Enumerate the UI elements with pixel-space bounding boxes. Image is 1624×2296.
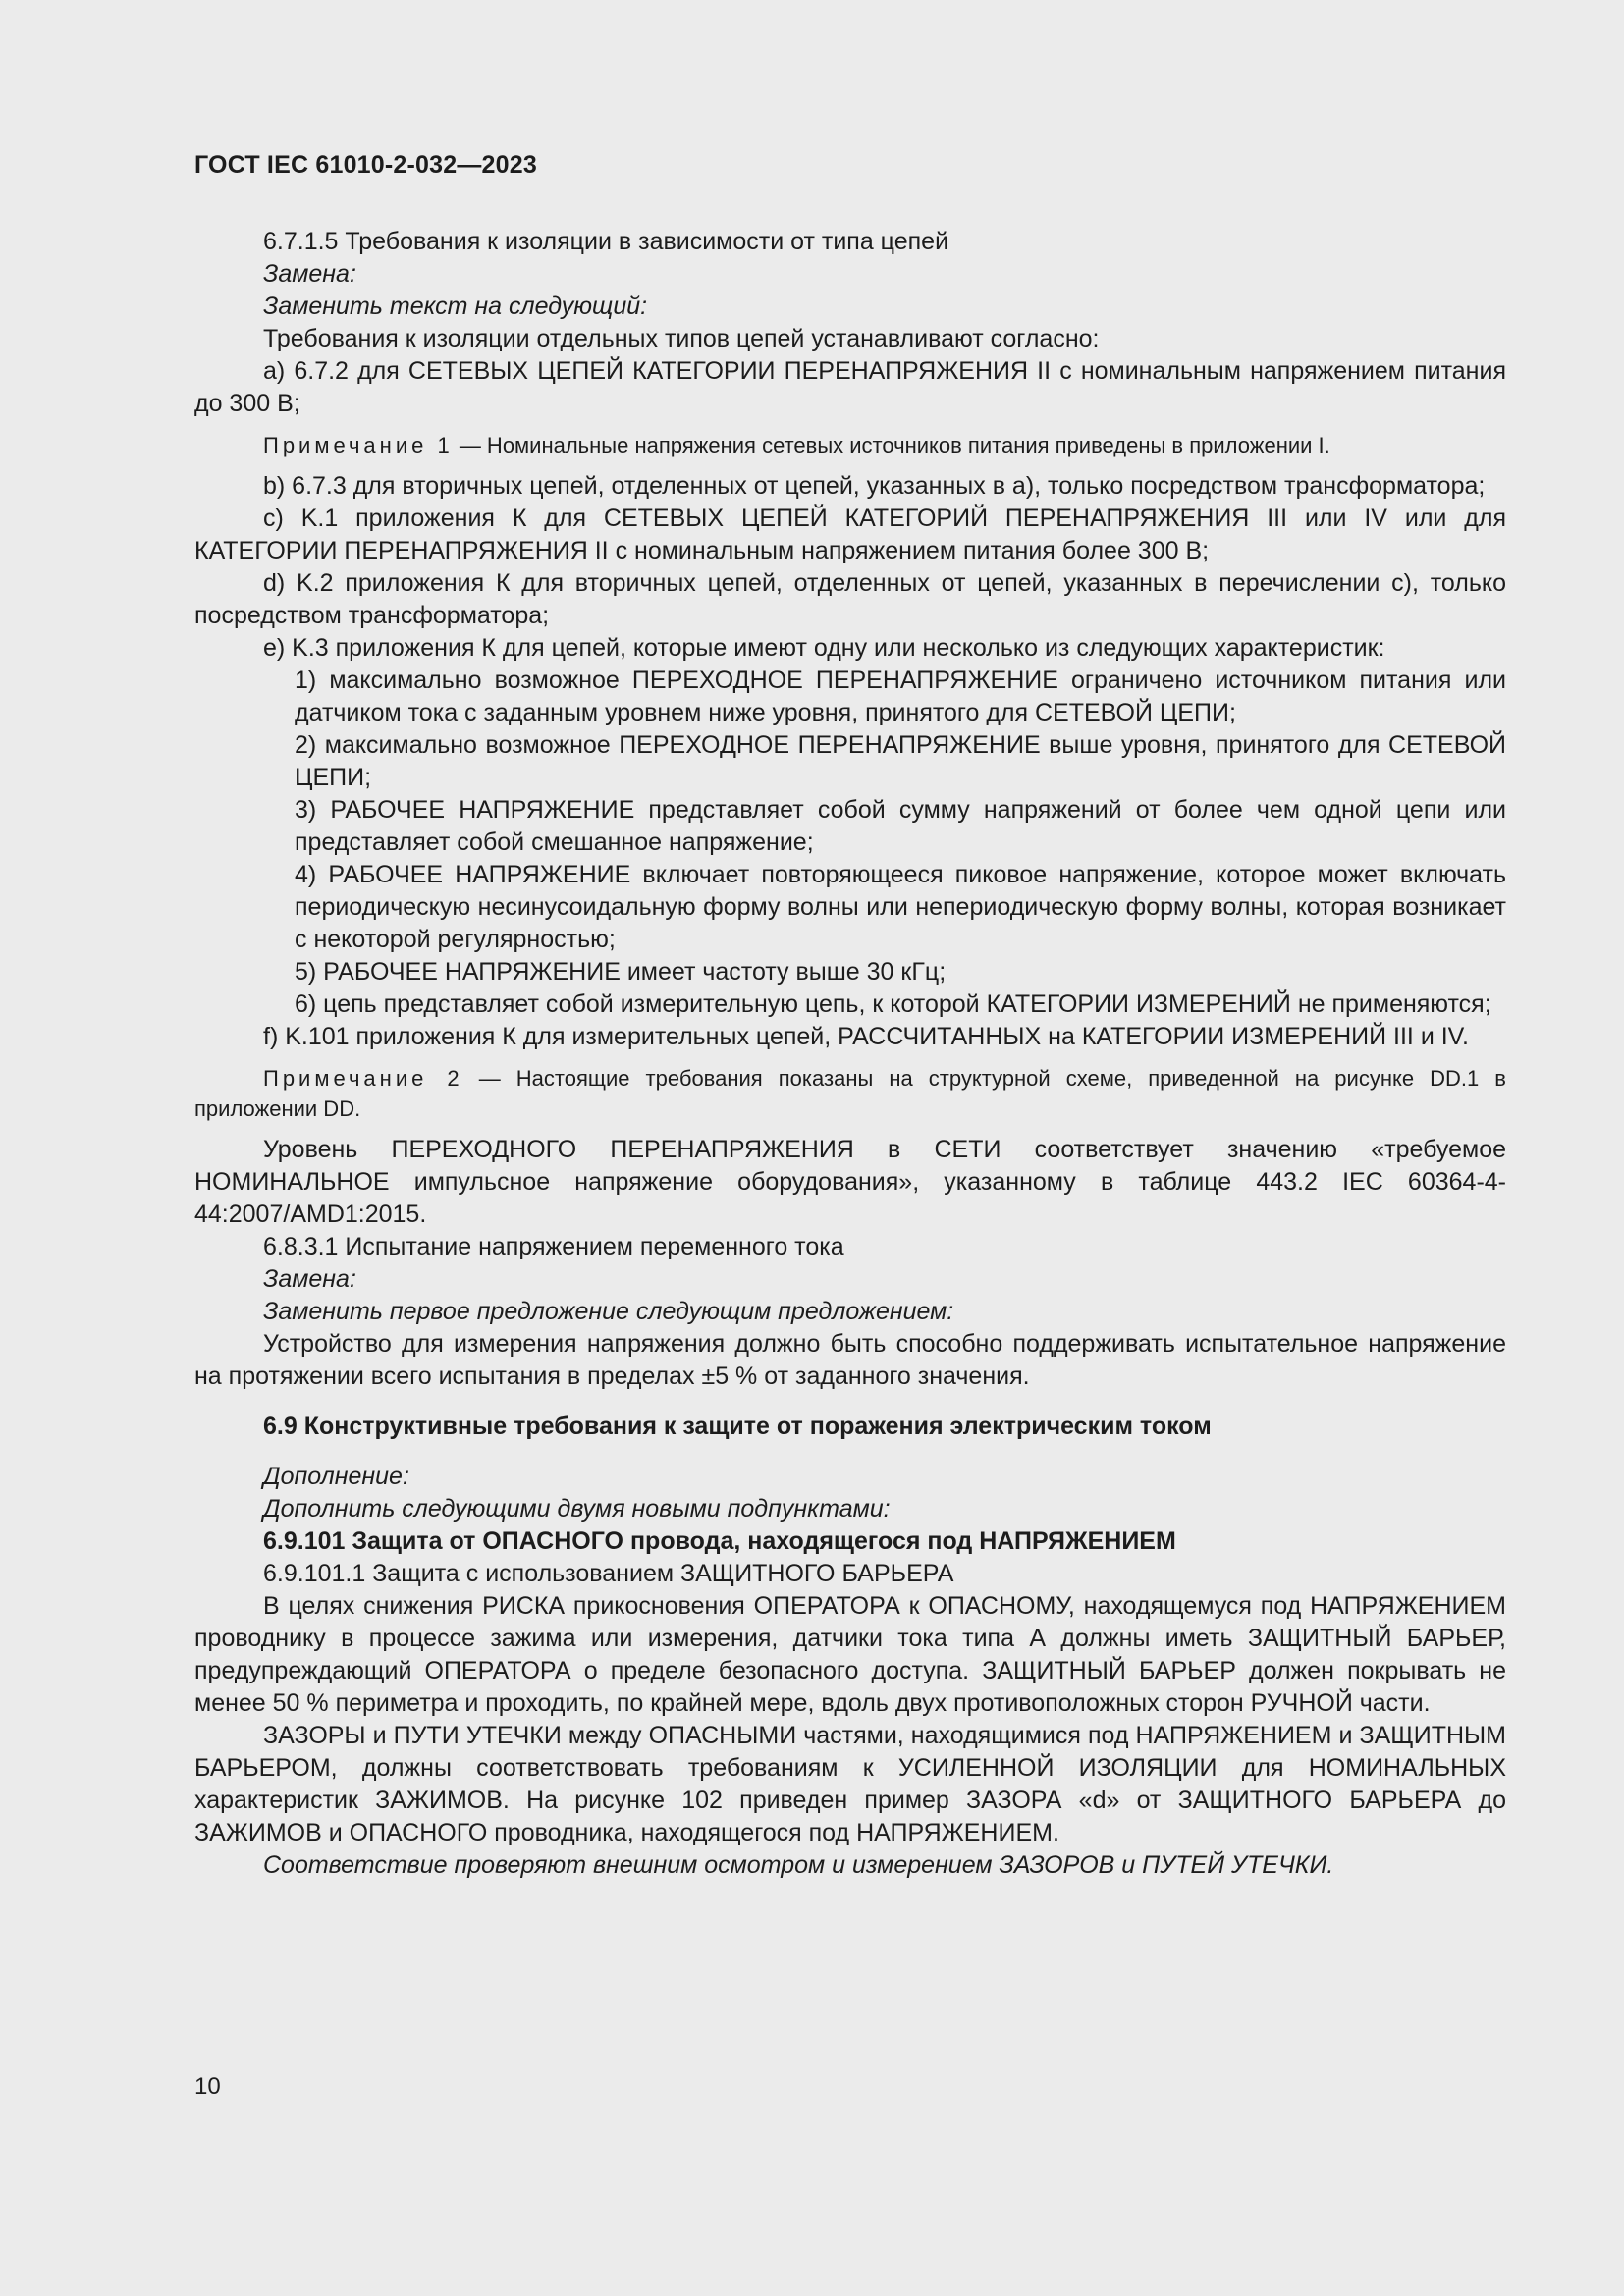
section-6-9-101-heading: 6.9.101 Защита от ОПАСНОГО провода, находящегося под НАПРЯЖЕНИЕМ [263,1527,1176,1555]
note-2-text: — Настоящие требования показаны на структурной схеме, приведенной на рисунке DD.1 в приложении DD. [194,1066,1506,1121]
section-6-9-heading: 6.9 Конструктивные требования к защите от поражения электрическим током [263,1413,1212,1440]
voltage-device-paragraph: Устройство для измерения напряжения должно быть способно поддерживать испытательное напряжение на протяжении всего испытания в пределах ±5 % от заданного значения. [194,1330,1506,1390]
clearances-paragraph: ЗАЗОРЫ и ПУТИ УТЕЧКИ между ОПАСНЫМИ частями, находящимися под НАПРЯЖЕНИЕМ и ЗАЩИТНЫМ БАРЬЕРОМ, должны соответствовать требованиям к УСИЛЕННОЙ ИЗОЛЯЦИИ для НОМИНАЛЬНЫХ характеристик ЗАЖИМОВ. На рисунке 102 приведен пример ЗАЗОРА «d» от ЗАЩИТНОГО БАРЬЕРА до ЗАЖИМОВ и ОПАСНОГО проводника, находящегося под НАПРЯЖЕНИЕМ. [194,1722,1506,1846]
document-body [194,226,1506,1882]
sub-item-2: 2) максимально возможное ПЕРЕХОДНОЕ ПЕРЕНАПРЯЖЕНИЕ выше уровня, принятого для СЕТЕВОЙ ЦЕПИ; [295,731,1506,791]
section-6-7-1-5-title: 6.7.1.5 Требования к изоляции в зависимости от типа цепей [263,228,949,255]
section-6-8-3-1-title: 6.8.3.1 Испытание напряжением переменного тока [263,1233,844,1260]
replace-label-2: Замена: [263,1265,356,1293]
sub-item-3: 3) РАБОЧЕЕ НАПРЯЖЕНИЕ представляет собой сумму напряжений от более чем одной цепи или представляет собой смешанное напряжение; [295,796,1506,856]
spacer [194,1393,1506,1411]
page-number: 10 [194,2073,221,2100]
risk-paragraph: В целях снижения РИСКА прикосновения ОПЕРАТОРА к ОПАСНОМУ, находящемуся под НАПРЯЖЕНИЕМ проводнику в процессе зажима или измерения, датчики тока типа А должны иметь ЗАЩИТНЫЙ БАРЬЕР, предупреждающий ОПЕРАТОРА о пределе безопасного доступа. ЗАЩИТНЫЙ БАРЬЕР должен покрывать не менее 50 % периметра и проходить, по крайней мере, вдоль двух противоположных сторон РУЧНОЙ части. [194,1592,1506,1717]
addition-text-label: Дополнить следующими двумя новыми подпунктами: [263,1495,891,1522]
list-item-d: d) K.2 приложения К для вторичных цепей, отделенных от цепей, указанных в перечислении с), только посредством трансформатора; [194,569,1506,629]
overvoltage-level-paragraph: Уровень ПЕРЕХОДНОГО ПЕРЕНАПРЯЖЕНИЯ в СЕТИ соответствует значению «требуемое НОМИНАЛЬНОЕ импульсное напряжение оборудования», указанному в таблице 443.2 IEC 60364-4-44:2007/AMD1:2015. [194,1136,1506,1228]
intro-paragraph: Требования к изоляции отдельных типов цепей устанавливают согласно: [263,325,1100,352]
addition-label: Дополнение: [263,1463,409,1490]
list-item-e: e) K.3 приложения К для цепей, которые имеют одну или несколько из следующих характеристик: [263,634,1385,662]
sub-item-4: 4) РАБОЧЕЕ НАПРЯЖЕНИЕ включает повторяющееся пиковое напряжение, которое может включать периодическую несинусоидальную форму волны или непериодическую форму волны, которая возникает с некоторой регулярностью; [295,861,1506,953]
note-1-label: Примечание 1 [263,433,454,457]
replace-label: Замена: [263,260,356,288]
note-1 [194,430,1506,460]
list-item-c: c) K.1 приложения К для СЕТЕВЫХ ЦЕПЕЙ КАТЕГОРИЙ ПЕРЕНАПРЯЖЕНИЯ III или IV или для КАТЕГОРИИ ПЕРЕНАПРЯЖЕНИЯ II с номинальным напряжением питания более 300 В; [194,505,1506,564]
compliance-paragraph: Соответствие проверяют внешним осмотром и измерением ЗАЗОРОВ и ПУТЕЙ УТЕЧКИ. [263,1851,1334,1879]
sub-item-5: 5) РАБОЧЕЕ НАПРЯЖЕНИЕ имеет частоту выше 30 кГц; [295,958,947,986]
note-1-text: — Номинальные напряжения сетевых источников питания приведены в приложении I. [459,433,1330,457]
list-item-b: b) 6.7.3 для вторичных цепей, отделенных от цепей, указанных в а), только посредством трансформатора; [263,472,1486,500]
replace-first-sentence-label: Заменить первое предложение следующим предложением: [263,1298,954,1325]
document-header: ГОСТ IEC 61010-2-032—2023 [194,151,537,179]
note-2 [194,1063,1506,1124]
section-6-9-101-1-title: 6.9.101.1 Защита с использованием ЗАЩИТНОГО БАРЬЕРА [263,1560,954,1587]
list-item-a: a) 6.7.2 для СЕТЕВЫХ ЦЕПЕЙ КАТЕГОРИИ ПЕРЕНАПРЯЖЕНИЯ II с номинальным напряжением питания до 300 В; [194,357,1506,417]
list-item-f: f) K.101 приложения К для измерительных цепей, РАССЧИТАННЫХ на КАТЕГОРИИ ИЗМЕРЕНИЙ III и IV. [263,1023,1470,1050]
sub-item-1: 1) максимально возможное ПЕРЕХОДНОЕ ПЕРЕНАПРЯЖЕНИЕ ограничено источником питания или датчиком тока с заданным уровнем ниже уровня, принятого для СЕТЕВОЙ ЦЕПИ; [295,667,1506,726]
note-2-label: Примечание 2 [263,1066,463,1091]
sub-item-6: 6) цепь представляет собой измерительную цепь, к которой КАТЕГОРИИ ИЗМЕРЕНИЙ не применяются; [295,990,1491,1018]
spacer [194,1443,1506,1461]
replace-text-label: Заменить текст на следующий: [263,293,648,320]
